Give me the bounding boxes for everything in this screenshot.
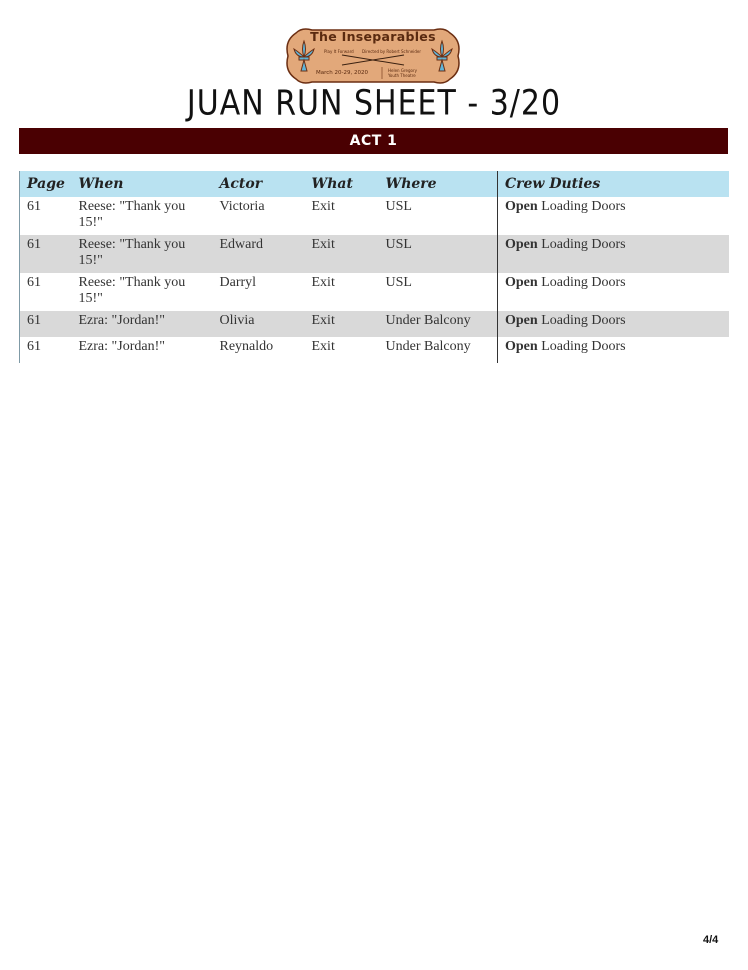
cell-page: 61	[20, 273, 72, 311]
duty-object: Loading Doors	[537, 237, 626, 252]
show-logo	[282, 27, 464, 85]
cell-page: 61	[20, 197, 72, 235]
act-banner: ACT 1	[19, 128, 728, 154]
cell-actor: Reynaldo	[219, 339, 274, 354]
cell-actor: Edward	[213, 235, 305, 273]
cell-actor: Darryl	[219, 275, 257, 290]
table-row	[20, 235, 729, 273]
logo-title: The Inseparables	[310, 29, 436, 44]
logo-dates: March 20-29, 2020	[316, 70, 368, 76]
cell-where: USL	[379, 235, 498, 273]
duty-verb: Open	[505, 339, 538, 354]
cell-page: 61	[20, 337, 72, 363]
duty-object: Loading Doors	[537, 199, 626, 214]
column-header-actor: Actor	[213, 171, 305, 197]
logo-credit-right: Directed by Robert Schneider	[362, 49, 421, 54]
cell-where: USL	[385, 199, 412, 214]
table-row	[20, 337, 729, 363]
cell-page: 61	[20, 311, 72, 337]
cell-crew-duties	[498, 337, 729, 363]
cell-crew-duties	[498, 235, 729, 273]
duty-object: Loading Doors	[537, 275, 626, 290]
cell-actor: Olivia	[213, 311, 305, 337]
table-row	[20, 197, 729, 235]
cell-when: Reese: "Thank you 15!"	[78, 275, 186, 306]
run-sheet-table	[19, 171, 729, 363]
page-indicator: 4/4	[703, 934, 719, 946]
cell-crew-duties	[498, 273, 729, 311]
cell-crew-duties	[498, 197, 729, 235]
logo-credit-left: Play It Forward	[324, 49, 354, 54]
cell-page: 61	[20, 235, 72, 273]
column-header-where: Where	[379, 171, 498, 197]
cell-actor: Victoria	[219, 199, 265, 214]
table-row	[20, 311, 729, 337]
logo-venue: Helen Gregory Youth Theatre	[388, 68, 417, 78]
duty-object: Loading Doors	[537, 339, 626, 354]
column-header-crew-duties: Crew Duties	[498, 171, 729, 197]
cell-what: Exit	[311, 275, 335, 290]
cell-what: Exit	[311, 199, 335, 214]
cell-when: Ezra: "Jordan!"	[72, 311, 213, 337]
page-title: JUAN RUN SHEET - 3/20	[186, 83, 562, 124]
cell-when: Reese: "Thank you 15!"	[78, 199, 186, 230]
cell-when: Ezra: "Jordan!"	[78, 339, 165, 354]
column-header-page: Page	[20, 171, 72, 197]
duty-verb: Open	[505, 275, 538, 290]
cell-where: Under Balcony	[379, 311, 498, 337]
cell-what: Exit	[305, 311, 379, 337]
cell-where: Under Balcony	[385, 339, 471, 354]
cell-what: Exit	[311, 339, 335, 354]
column-header-when: When	[72, 171, 213, 197]
cell-crew-duties	[498, 311, 729, 337]
duty-verb: Open	[505, 313, 538, 328]
duty-verb: Open	[505, 199, 538, 214]
cell-where: USL	[385, 275, 412, 290]
duty-verb: Open	[505, 237, 538, 252]
duty-object: Loading Doors	[537, 313, 626, 328]
table-header-row	[20, 171, 729, 197]
column-header-what: What	[305, 171, 379, 197]
cell-when: Reese: "Thank you 15!"	[72, 235, 213, 273]
table-row	[20, 273, 729, 311]
cell-what: Exit	[305, 235, 379, 273]
